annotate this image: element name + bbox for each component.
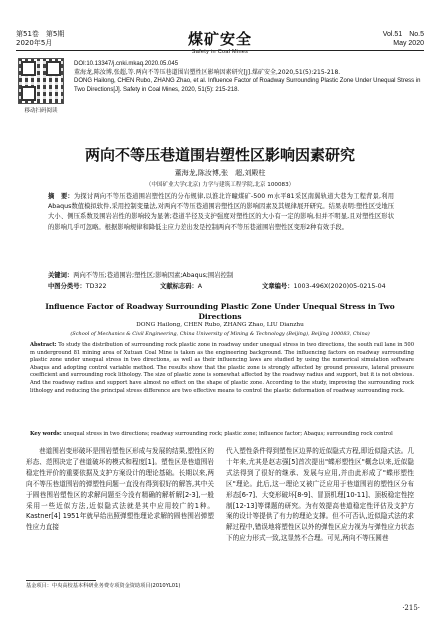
keywords-cn-label: 关键词：	[48, 272, 74, 279]
citation-cn: 董海龙,陈汝博,张超,等.两向不等压巷道围岩塑性区影响因素研究[J].煤矿安全,2020,51(5):215-218.	[74, 68, 341, 76]
keywords-en-label: Key words:	[30, 431, 62, 437]
keywords-cn-text: 两向不等压;巷道围岩;塑性区;影响因素;Abaqus;围岩控制	[73, 272, 234, 279]
header-rule	[16, 50, 424, 51]
clc-label: 中图分类号：	[48, 283, 86, 290]
page-number: ·215·	[402, 604, 420, 612]
keywords-en	[30, 431, 414, 439]
authors-cn: 董海龙,陈汝博,张 超,刘殿柱	[174, 169, 266, 177]
abstract-cn	[48, 192, 394, 233]
article-no-value: 1003-496X(2020)05-0215-04	[293, 283, 386, 290]
date-cn: 2020年5月	[16, 39, 53, 47]
title-en: Influence Factor of Roadway Surrounding Plastic Zone Under Unequal Stress in Two Directions	[45, 302, 395, 321]
body-column-left: 巷道围岩变形破坏是围岩塑性区形成与发展的结果,塑性区的形态、范围决定了巷道破坏的模式和程度[1]。塑性区是巷道围岩稳定性评价的重要依据及支护方案设计的理论基础。长期以来,两向不等压巷道围岩的弹塑性问题一直没有得到很好的解答,其中关于圆巷围岩塑性区的求解问题至今没有精确的解析解[2-3],一般采用一些近似方法,近似隐式法就是其中应用较广的1种。Kastner[4] 1951年就早给出照弹塑性理论求解的圆巷围岩弹塑性应力直接	[26, 447, 214, 532]
journal-logo: 煤矿安全	[187, 30, 252, 48]
journal-name-en: Safety in Coal Mines	[191, 49, 249, 55]
journal-volume-issue	[16, 30, 64, 48]
keywords-cn	[48, 271, 394, 280]
clc-value: TD322	[85, 283, 107, 290]
footnote: 基金项目：中央高校基本科研业务费专项资金资助项目(2010YL01)	[26, 583, 181, 589]
affiliation-en: (School of Mechanics & Civil Engineering, China University of Mining & Technology (Beijing), Beijing 100083, China)	[70, 331, 370, 337]
doc-value: A	[197, 283, 203, 290]
journal-volume-en	[383, 30, 424, 48]
footnote-rule	[26, 580, 96, 581]
affiliation-cn: （中国矿业大学(北京) 力学与建筑工程学院,北京 100083）	[145, 182, 295, 188]
volume-en: Vol.51 No.5	[382, 31, 424, 38]
keywords-en-text: unequal stress in two directions; roadway surrounding rock; plastic zone; influence factor; Abaqus; surrounding rock control	[63, 431, 393, 437]
body-column-right: 代入塑性条件得到塑性区边界的近似隐式方程,即近似隐式法。几十年来,尤其是赵志强[5]首次提出"蝶形塑性区"概念以来,近似隐式法得到了很好的继承、发展与应用,并由此形成了"蝶形塑性区"理论。此后,这一理论又被广泛应用于巷道围岩的塑性区分布形态[6-7]、大变形破坏[8-9]、冒顶机理[10-11]、顶板稳定性控制[12-13]等课题的研究。为有效提高巷道稳定性评估及支护方案的设计等提供了有力的理论支撑。但不可否认,近似隐式法的求解过程中,错误地将塑性区以外的弹性区应力视为与弹性应力状态下的应力形式一致,这显然不合理。可见,两向不等压圆巷	[226, 447, 415, 543]
authors-en: DONG Hailong, CHEN Rubo, ZHANG Zhao, LIU Dianzhu	[136, 322, 304, 328]
doi[interactable]: DOI:10.13347/j.cnki.mkaq.2020.05.045	[74, 61, 179, 67]
qr-caption: 移动扫码阅读	[24, 108, 58, 114]
page-title: 两向不等压巷道围岩塑性区影响因素研究	[84, 146, 355, 164]
citation-info	[74, 60, 424, 94]
abstract-en-text: To study the distribution of surrounding rock plastic zone in roadway under unequal stress in two directions, the south rail lane in 500 m underground 81 mining area of Xutuan Coal Mine is taken as the engineering background. The influencing factors on roadway surrounding plastic zone under unequal stress in two directions, as well as their influencing laws are studied by using the numerical simulation software Abaqus and adopting control variable method. The results show that the plastic zone is strongly affected by ground pressure, lateral pressure coefficient and surrounding rock lithology. The size of plastic zone is somewhat affected by the roadway radius and support, but it is not obvious. And the roadway radius and support have almost no effect on the shape of plastic zone. According to the study, improving the surrounding rock lithology and reducing the principal stress difference are two effective means to control the plastic deformation of roadway surrounding rock.	[30, 342, 414, 394]
abstract-cn-label: 摘 要：	[48, 193, 74, 200]
article-no-label: 文章编号：	[262, 283, 294, 290]
citation-en: DONG Hailong, CHEN Rubo, ZHANG Zhao, et al. Influence Factor of Roadway Surrounding Plastic Zone Under Unequal Stress in Two Directions[J]. Safety in Coal Mines, 2020, 51(5): 215-218.	[74, 78, 421, 93]
abstract-en	[30, 342, 414, 395]
abstract-cn-text: 为探讨两向不等压巷道围岩塑性区的分布规律,以淮北许疃煤矿-500 m水平81采区南翼轨道大巷为工程背景,利用Abaqus数值模拟软件,采用控制变量法,对两向不等压巷道围岩塑性区的影响因素及其规律展开研究。结果表明:塑性区受地压大小、侧压系数及围岩岩性的影响较为显著;巷道半径及支护强度对塑性区的大小有一定的影响,但并不明显,且对塑性区形状的影响几乎可忽略。根据影响规律和降低主应力差出发是控制两向不等压巷道围岩塑性区变形2种有效手段。	[48, 193, 394, 231]
abstract-en-label: Abstract:	[30, 342, 57, 348]
doc-label: 文献标志码：	[160, 283, 198, 290]
qr-code-icon[interactable]	[18, 58, 64, 104]
classification-row	[48, 282, 394, 291]
volume-cn: 第51卷 第5期	[16, 30, 65, 38]
date-en: May 2020	[393, 40, 424, 47]
